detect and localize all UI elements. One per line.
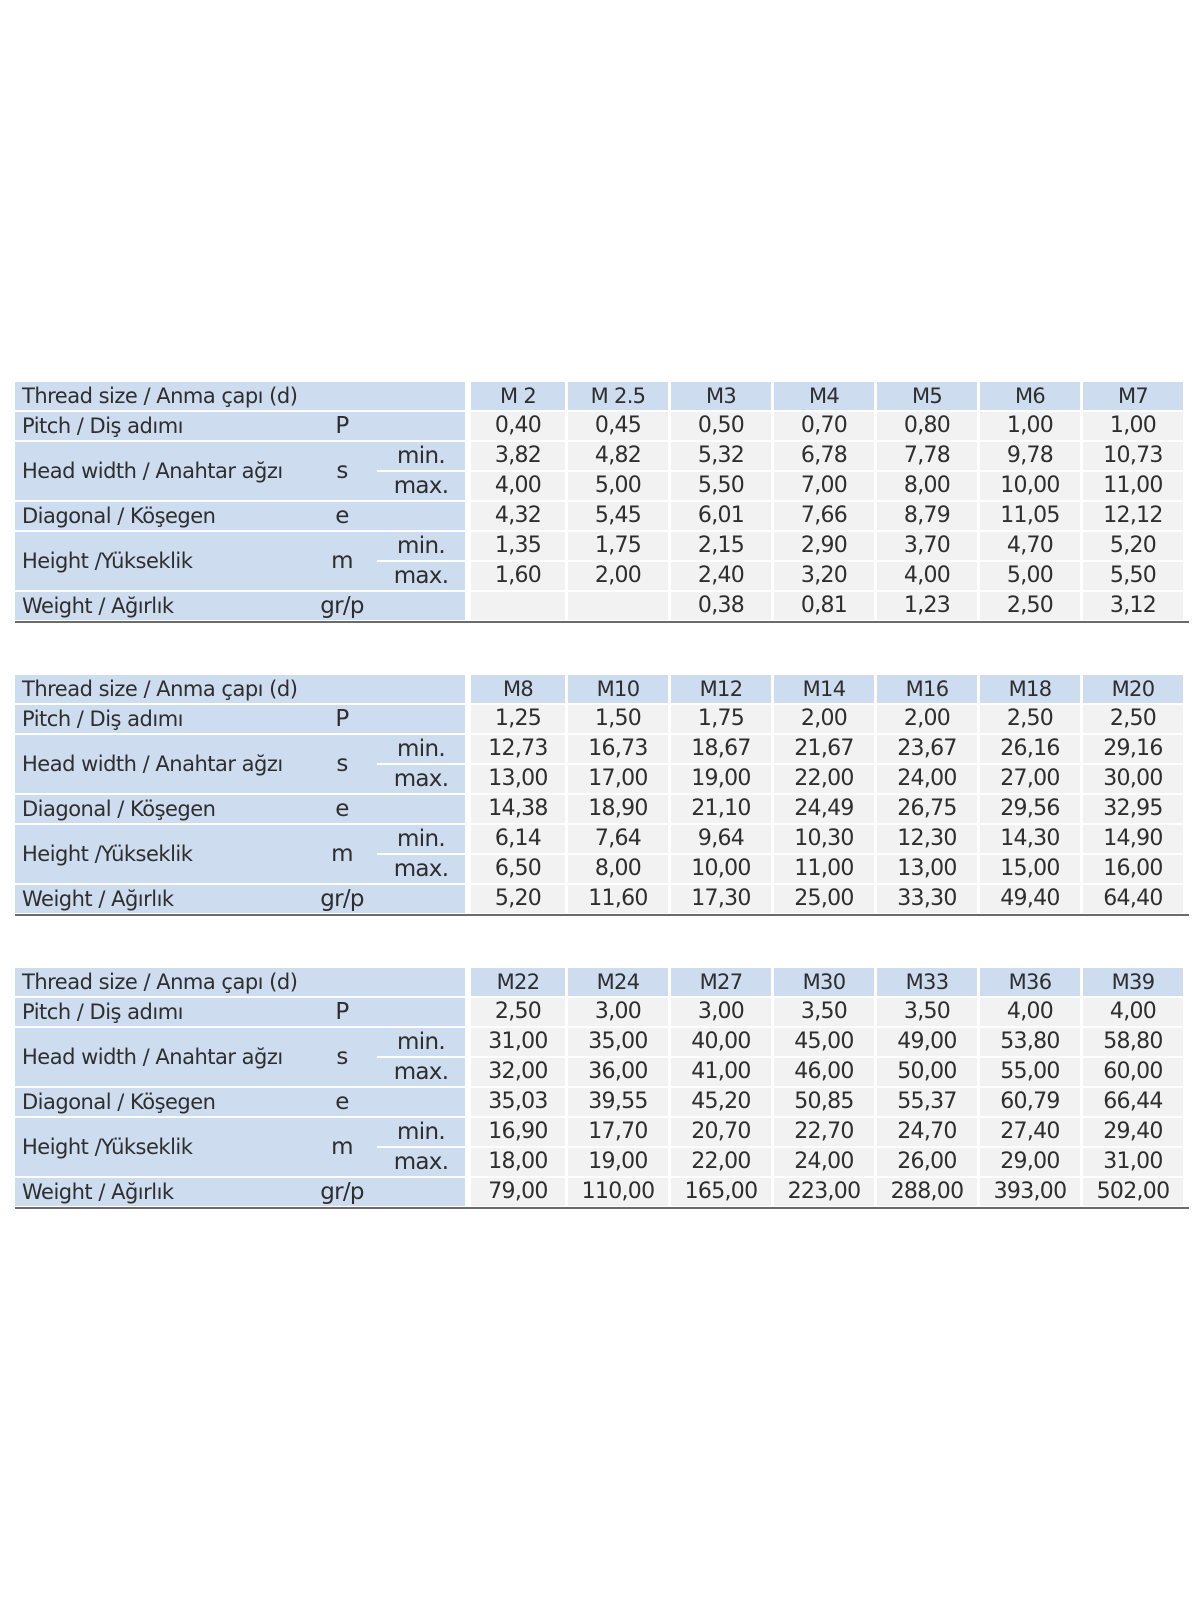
table-cell: 29,16 [1083, 735, 1183, 763]
table-cell: 50,00 [877, 1058, 977, 1086]
limit-spacer [377, 502, 465, 530]
row-symbol-height: m [307, 1118, 377, 1176]
table-cell: 9,64 [671, 825, 771, 853]
row-symbol-diagonal: e [307, 795, 377, 823]
table-cell: 2,50 [980, 592, 1080, 620]
table-cell: 5,00 [980, 562, 1080, 590]
spec-table [15, 674, 1189, 916]
table-cell: 11,00 [774, 855, 874, 883]
table-cell: 2,50 [980, 705, 1080, 733]
table-cell: 14,30 [980, 825, 1080, 853]
row-symbol-diagonal: e [307, 502, 377, 530]
table-cell: 15,00 [980, 855, 1080, 883]
table-cell: 5,20 [1083, 532, 1183, 560]
row-symbol-height: m [307, 825, 377, 883]
table-cell: 2,50 [471, 998, 565, 1026]
table-cell: 7,64 [568, 825, 668, 853]
table-cell: 12,30 [877, 825, 977, 853]
table-cell: 26,00 [877, 1148, 977, 1176]
table-cell: 64,40 [1083, 885, 1183, 913]
table-cell: 9,78 [980, 442, 1080, 470]
table-cell: 5,50 [671, 472, 771, 500]
table-cell: 17,30 [671, 885, 771, 913]
table-cell: 40,00 [671, 1028, 771, 1056]
table-cell: 5,32 [671, 442, 771, 470]
table-cell: 12,73 [471, 735, 565, 763]
spec-table [15, 967, 1189, 1209]
table-cell: 14,38 [471, 795, 565, 823]
table-cell: 39,55 [568, 1088, 668, 1116]
table-cell: 19,00 [671, 765, 771, 793]
min-label: min. [377, 1118, 465, 1146]
row-symbol-weight: gr/p [307, 885, 377, 913]
table-cell: 3,00 [568, 998, 668, 1026]
table-cell: 45,00 [774, 1028, 874, 1056]
max-label: max. [377, 562, 465, 590]
table-cell: 3,82 [471, 442, 565, 470]
min-label: min. [377, 825, 465, 853]
table-cell: 29,00 [980, 1148, 1080, 1176]
table-cell: 31,00 [471, 1028, 565, 1056]
table-cell: 45,20 [671, 1088, 771, 1116]
max-label: max. [377, 1058, 465, 1086]
table-cell: 17,70 [568, 1118, 668, 1146]
table-cell: 4,00 [980, 998, 1080, 1026]
table-cell: 0,80 [877, 412, 977, 440]
table-cell: 1,35 [471, 532, 565, 560]
table-cell: 60,00 [1083, 1058, 1183, 1086]
min-label: min. [377, 532, 465, 560]
min-label: min. [377, 442, 465, 470]
table-cell: 79,00 [471, 1178, 565, 1206]
size-column-header: M27 [671, 968, 771, 996]
table-cell: 8,79 [877, 502, 977, 530]
size-column-header: M 2 [471, 382, 565, 410]
row-label-diagonal: Diagonal / Köşegen [15, 795, 307, 823]
table-cell: 110,00 [568, 1178, 668, 1206]
row-label-head-width: Head width / Anahtar ağzı [15, 442, 307, 500]
table-cell: 29,40 [1083, 1118, 1183, 1146]
table-cell: 1,75 [671, 705, 771, 733]
table-cell: 33,30 [877, 885, 977, 913]
table-cell: 13,00 [877, 855, 977, 883]
size-column-header: M8 [471, 675, 565, 703]
size-column-header: M5 [877, 382, 977, 410]
size-column-header: M3 [671, 382, 771, 410]
table-cell: 35,00 [568, 1028, 668, 1056]
row-label-height: Height /Yükseklik [15, 532, 307, 590]
table-cell: 11,60 [568, 885, 668, 913]
table-cell: 10,73 [1083, 442, 1183, 470]
table-cell: 5,20 [471, 885, 565, 913]
row-label-head-width: Head width / Anahtar ağzı [15, 735, 307, 793]
table-cell: 24,00 [877, 765, 977, 793]
table-cell: 24,70 [877, 1118, 977, 1146]
table-cell: 16,73 [568, 735, 668, 763]
row-label-head-width: Head width / Anahtar ağzı [15, 1028, 307, 1086]
table-cell: 6,78 [774, 442, 874, 470]
limit-spacer [377, 1088, 465, 1116]
table-cell: 18,00 [471, 1148, 565, 1176]
table-cell: 24,49 [774, 795, 874, 823]
table-cell: 2,00 [877, 705, 977, 733]
table-cell: 4,00 [877, 562, 977, 590]
table-cell: 50,85 [774, 1088, 874, 1116]
table-cell: 49,00 [877, 1028, 977, 1056]
table-cell: 31,00 [1083, 1148, 1183, 1176]
row-label-pitch: Pitch / Diş adımı [15, 412, 307, 440]
table-cell: 22,70 [774, 1118, 874, 1146]
table-cell: 27,00 [980, 765, 1080, 793]
row-symbol-head-width: s [307, 442, 377, 500]
size-column-header: M12 [671, 675, 771, 703]
table-cell: 2,00 [568, 562, 668, 590]
table-cell: 10,00 [671, 855, 771, 883]
limit-spacer [377, 795, 465, 823]
table-cell: 32,95 [1083, 795, 1183, 823]
size-column-header: M20 [1083, 675, 1183, 703]
max-label: max. [377, 1148, 465, 1176]
table-cell: 0,50 [671, 412, 771, 440]
row-label-weight: Weight / Ağırlık [15, 592, 307, 620]
table-cell: 32,00 [471, 1058, 565, 1086]
table-cell: 2,40 [671, 562, 771, 590]
table-cell: 6,50 [471, 855, 565, 883]
table-cell: 3,50 [877, 998, 977, 1026]
limit-spacer [377, 885, 465, 913]
limit-spacer [377, 1178, 465, 1206]
size-column-header: M7 [1083, 382, 1183, 410]
table-cell: 3,20 [774, 562, 874, 590]
thread-size-header: Thread size / Anma çapı (d) [15, 382, 465, 410]
size-column-header: M14 [774, 675, 874, 703]
table-cell: 1,25 [471, 705, 565, 733]
table-cell: 5,00 [568, 472, 668, 500]
min-label: min. [377, 1028, 465, 1056]
table-cell: 0,40 [471, 412, 565, 440]
thread-size-header: Thread size / Anma çapı (d) [15, 968, 465, 996]
size-column-header: M39 [1083, 968, 1183, 996]
table-cell [568, 592, 668, 620]
row-label-height: Height /Yükseklik [15, 825, 307, 883]
table-cell: 21,10 [671, 795, 771, 823]
table-cell: 288,00 [877, 1178, 977, 1206]
table-cell: 1,00 [1083, 412, 1183, 440]
table-cell: 0,45 [568, 412, 668, 440]
table-cell: 393,00 [980, 1178, 1080, 1206]
table-cell: 25,00 [774, 885, 874, 913]
table-cell: 7,66 [774, 502, 874, 530]
table-cell: 4,00 [1083, 998, 1183, 1026]
table-cell: 60,79 [980, 1088, 1080, 1116]
size-column-header: M10 [568, 675, 668, 703]
row-symbol-diagonal: e [307, 1088, 377, 1116]
size-column-header: M22 [471, 968, 565, 996]
table-cell: 36,00 [568, 1058, 668, 1086]
table-cell: 55,00 [980, 1058, 1080, 1086]
table-cell: 6,01 [671, 502, 771, 530]
table-cell: 1,60 [471, 562, 565, 590]
table-cell: 2,15 [671, 532, 771, 560]
table-cell: 0,81 [774, 592, 874, 620]
size-column-header: M30 [774, 968, 874, 996]
table-cell: 5,45 [568, 502, 668, 530]
table-cell: 14,90 [1083, 825, 1183, 853]
table-cell: 7,00 [774, 472, 874, 500]
table-cell: 2,50 [1083, 705, 1183, 733]
row-label-height: Height /Yükseklik [15, 1118, 307, 1176]
table-cell: 8,00 [877, 472, 977, 500]
table-cell: 7,78 [877, 442, 977, 470]
table-cell: 19,00 [568, 1148, 668, 1176]
limit-spacer [377, 412, 465, 440]
table-cell: 4,82 [568, 442, 668, 470]
size-column-header: M16 [877, 675, 977, 703]
table-cell: 2,00 [774, 705, 874, 733]
table-cell: 1,00 [980, 412, 1080, 440]
table-cell: 13,00 [471, 765, 565, 793]
limit-spacer [377, 705, 465, 733]
row-symbol-weight: gr/p [307, 592, 377, 620]
table-cell: 46,00 [774, 1058, 874, 1086]
size-column-header: M18 [980, 675, 1080, 703]
table-cell: 26,75 [877, 795, 977, 823]
table-cell: 58,80 [1083, 1028, 1183, 1056]
table-cell: 55,37 [877, 1088, 977, 1116]
table-cell: 41,00 [671, 1058, 771, 1086]
table-cell: 1,75 [568, 532, 668, 560]
table-cell: 3,50 [774, 998, 874, 1026]
max-label: max. [377, 765, 465, 793]
max-label: max. [377, 472, 465, 500]
row-label-pitch: Pitch / Diş adımı [15, 705, 307, 733]
table-cell: 18,67 [671, 735, 771, 763]
table-cell: 35,03 [471, 1088, 565, 1116]
table-cell: 1,50 [568, 705, 668, 733]
spec-table [15, 381, 1189, 623]
table-cell: 16,00 [1083, 855, 1183, 883]
row-symbol-pitch: P [307, 705, 377, 733]
row-symbol-pitch: P [307, 998, 377, 1026]
table-cell: 10,00 [980, 472, 1080, 500]
table-cell: 4,00 [471, 472, 565, 500]
row-label-weight: Weight / Ağırlık [15, 1178, 307, 1206]
limit-spacer [377, 998, 465, 1026]
row-symbol-pitch: P [307, 412, 377, 440]
table-cell: 165,00 [671, 1178, 771, 1206]
table-cell: 22,00 [774, 765, 874, 793]
size-column-header: M24 [568, 968, 668, 996]
table-cell: 66,44 [1083, 1088, 1183, 1116]
table-cell: 11,00 [1083, 472, 1183, 500]
table-cell: 2,90 [774, 532, 874, 560]
size-column-header: M36 [980, 968, 1080, 996]
table-cell: 0,38 [671, 592, 771, 620]
table-cell: 17,00 [568, 765, 668, 793]
table-cell: 8,00 [568, 855, 668, 883]
table-cell: 24,00 [774, 1148, 874, 1176]
table-cell: 18,90 [568, 795, 668, 823]
table-cell: 0,70 [774, 412, 874, 440]
table-cell: 53,80 [980, 1028, 1080, 1056]
row-symbol-height: m [307, 532, 377, 590]
limit-spacer [377, 592, 465, 620]
table-cell [471, 592, 565, 620]
row-symbol-weight: gr/p [307, 1178, 377, 1206]
size-column-header: M4 [774, 382, 874, 410]
table-cell: 6,14 [471, 825, 565, 853]
table-cell: 16,90 [471, 1118, 565, 1146]
table-cell: 4,32 [471, 502, 565, 530]
max-label: max. [377, 855, 465, 883]
table-cell: 10,30 [774, 825, 874, 853]
size-column-header: M33 [877, 968, 977, 996]
row-label-diagonal: Diagonal / Köşegen [15, 502, 307, 530]
table-cell: 20,70 [671, 1118, 771, 1146]
table-cell: 3,00 [671, 998, 771, 1026]
size-column-header: M6 [980, 382, 1080, 410]
row-symbol-head-width: s [307, 1028, 377, 1086]
table-cell: 23,67 [877, 735, 977, 763]
row-label-diagonal: Diagonal / Köşegen [15, 1088, 307, 1116]
table-cell: 1,23 [877, 592, 977, 620]
table-cell: 4,70 [980, 532, 1080, 560]
row-symbol-head-width: s [307, 735, 377, 793]
table-cell: 3,70 [877, 532, 977, 560]
table-cell: 29,56 [980, 795, 1080, 823]
min-label: min. [377, 735, 465, 763]
table-cell: 12,12 [1083, 502, 1183, 530]
table-cell: 5,50 [1083, 562, 1183, 590]
row-label-weight: Weight / Ağırlık [15, 885, 307, 913]
table-cell: 26,16 [980, 735, 1080, 763]
table-cell: 11,05 [980, 502, 1080, 530]
table-cell: 49,40 [980, 885, 1080, 913]
table-cell: 21,67 [774, 735, 874, 763]
table-cell: 22,00 [671, 1148, 771, 1176]
thread-size-header: Thread size / Anma çapı (d) [15, 675, 465, 703]
spec-tables [15, 381, 1189, 1260]
size-column-header: M 2.5 [568, 382, 668, 410]
table-cell: 502,00 [1083, 1178, 1183, 1206]
table-cell: 223,00 [774, 1178, 874, 1206]
row-label-pitch: Pitch / Diş adımı [15, 998, 307, 1026]
table-cell: 30,00 [1083, 765, 1183, 793]
table-cell: 3,12 [1083, 592, 1183, 620]
table-cell: 27,40 [980, 1118, 1080, 1146]
